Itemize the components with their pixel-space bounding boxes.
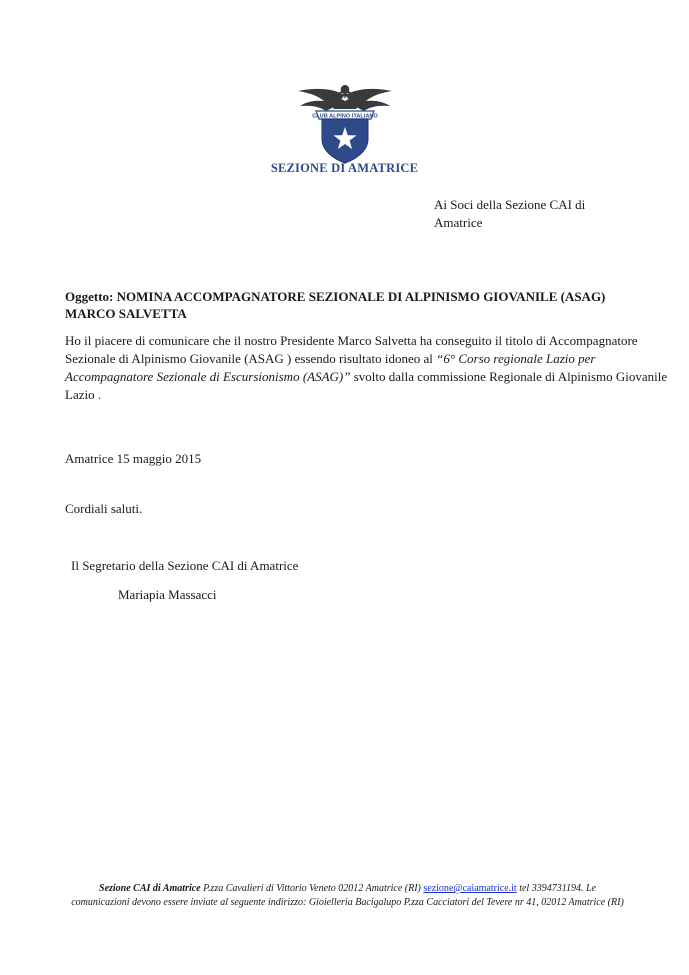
subject-line-1: Oggetto: NOMINA ACCOMPAGNATORE SEZIONALE DI ALPINISMO GIOVANILE (ASAG)	[65, 289, 606, 304]
subject-block	[65, 288, 655, 322]
footer-email-link[interactable]: sezione@caiamatrice.it	[423, 883, 517, 894]
footer	[70, 882, 625, 909]
footer-org: Sezione CAI di Amatrice	[99, 883, 201, 894]
footer-address: P.zza Cavalieri di Vittorio Veneto 02012 Amatrice (RI)	[200, 883, 424, 894]
footer-phone: tel 3394731194.	[516, 883, 586, 894]
subject-line-2: MARCO SALVETTA	[65, 306, 187, 321]
addressee-block	[434, 196, 634, 232]
addressee-line-1: Ai Soci della Sezione CAI di	[434, 197, 586, 212]
section-name: SEZIONE DI AMATRICE	[270, 161, 419, 175]
signer-title: Il Segretario della Sezione CAI di Amatrice	[71, 558, 299, 573]
signer-name: Mariapia Massacci	[118, 587, 217, 602]
body-text-part-2: svolto dalla commissione Regionale di Alpinismo Giovanile Lazio .	[65, 369, 668, 402]
course-name-quote: “6° Corso regionale Lazio per Accompagnatore Sezionale di Escursionismo (ASAG)”	[65, 351, 596, 384]
footer-note: Le comunicazioni devono essere inviate al seguente indirizzo: Gioielleria Bacigalupo P.zza Cacciatori del Tevere nr 41, 02012 Amatrice (RI)	[71, 883, 624, 908]
logo-ribbon-text: CLUB ALPINO ITALIANO	[312, 113, 378, 120]
greeting: Cordiali saluti.	[65, 501, 143, 516]
date-line: Amatrice 15 maggio 2015	[65, 451, 202, 466]
body-paragraph	[65, 332, 675, 404]
body-text-part-1: Ho il piacere di comunicare che il nostro Presidente Marco Salvetta ha conseguito il titolo di Accompagnatore Sezionale di Alpinismo Giovanile (ASAG ) essendo risultato idoneo al	[65, 333, 638, 366]
cai-emblem-icon	[296, 81, 394, 165]
addressee-line-2: Amatrice	[434, 215, 483, 230]
